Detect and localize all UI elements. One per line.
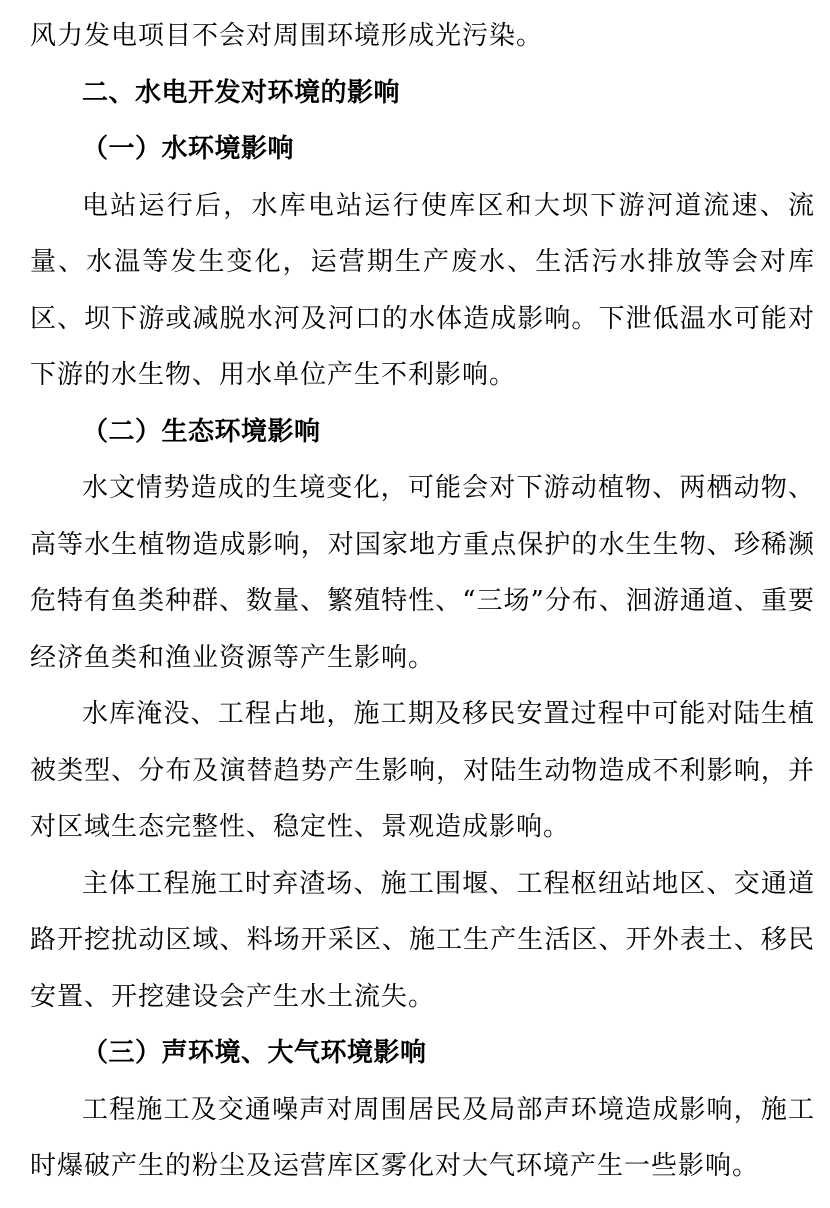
document-page [30,8,815,1195]
paragraph-light-pollution: 风力发电项目不会对周围环境形成光污染。 [30,21,544,51]
paragraph-terrestrial-ecology: 水库淹没、工程占地，施工期及移民安置过程中可能对陆生植被类型、分布及演替趋势产生影响，对陆生动物造成不利影响，并对区域生态完整性、稳定性、景观造成影响。 [30,699,815,842]
section-heading-hydropower: 二、水电开发对环境的影响 [82,77,401,108]
subsection-heading-noise-air: （三）声环境、大气环境影响 [82,1038,427,1068]
paragraph-noise-air: 工程施工及交通噪声对周围居民及局部声环境造成影响，施工时爆破产生的粉尘及运营库区雾化对大气环境产生一些影响。 [30,1094,815,1181]
paragraph-soil-erosion: 主体工程施工时弃渣场、施工围堰、工程枢纽站地区、交通道路开挖扰动区域、料场开采区、施工生产生活区、开外表土、移民安置、开挖建设会产生水土流失。 [30,868,815,1012]
subsection-heading-ecology: （二）生态环境影响 [82,416,321,447]
subsection-heading-water: （一）水环境影响 [82,134,295,164]
paragraph-water-impact: 电站运行后，水库电站运行使库区和大坝下游河道流速、流量、水温等发生变化，运营期生产废水、生活污水排放等会对库区、坝下游或减脱水河及河口的水体造成影响。下泄低温水可能对下游的水生物、用水单位产生不利影响。 [30,190,815,390]
paragraph-aquatic-ecology: 水文情势造成的生境变化，可能会对下游动植物、两栖动物、高等水生植物造成影响，对国家地方重点保护的水生生物、珍稀濒危特有鱼类种群、数量、繁殖特性、“三场”分布、洄游通道、重要经济鱼类和渔业资源等产生影响。 [30,473,815,673]
